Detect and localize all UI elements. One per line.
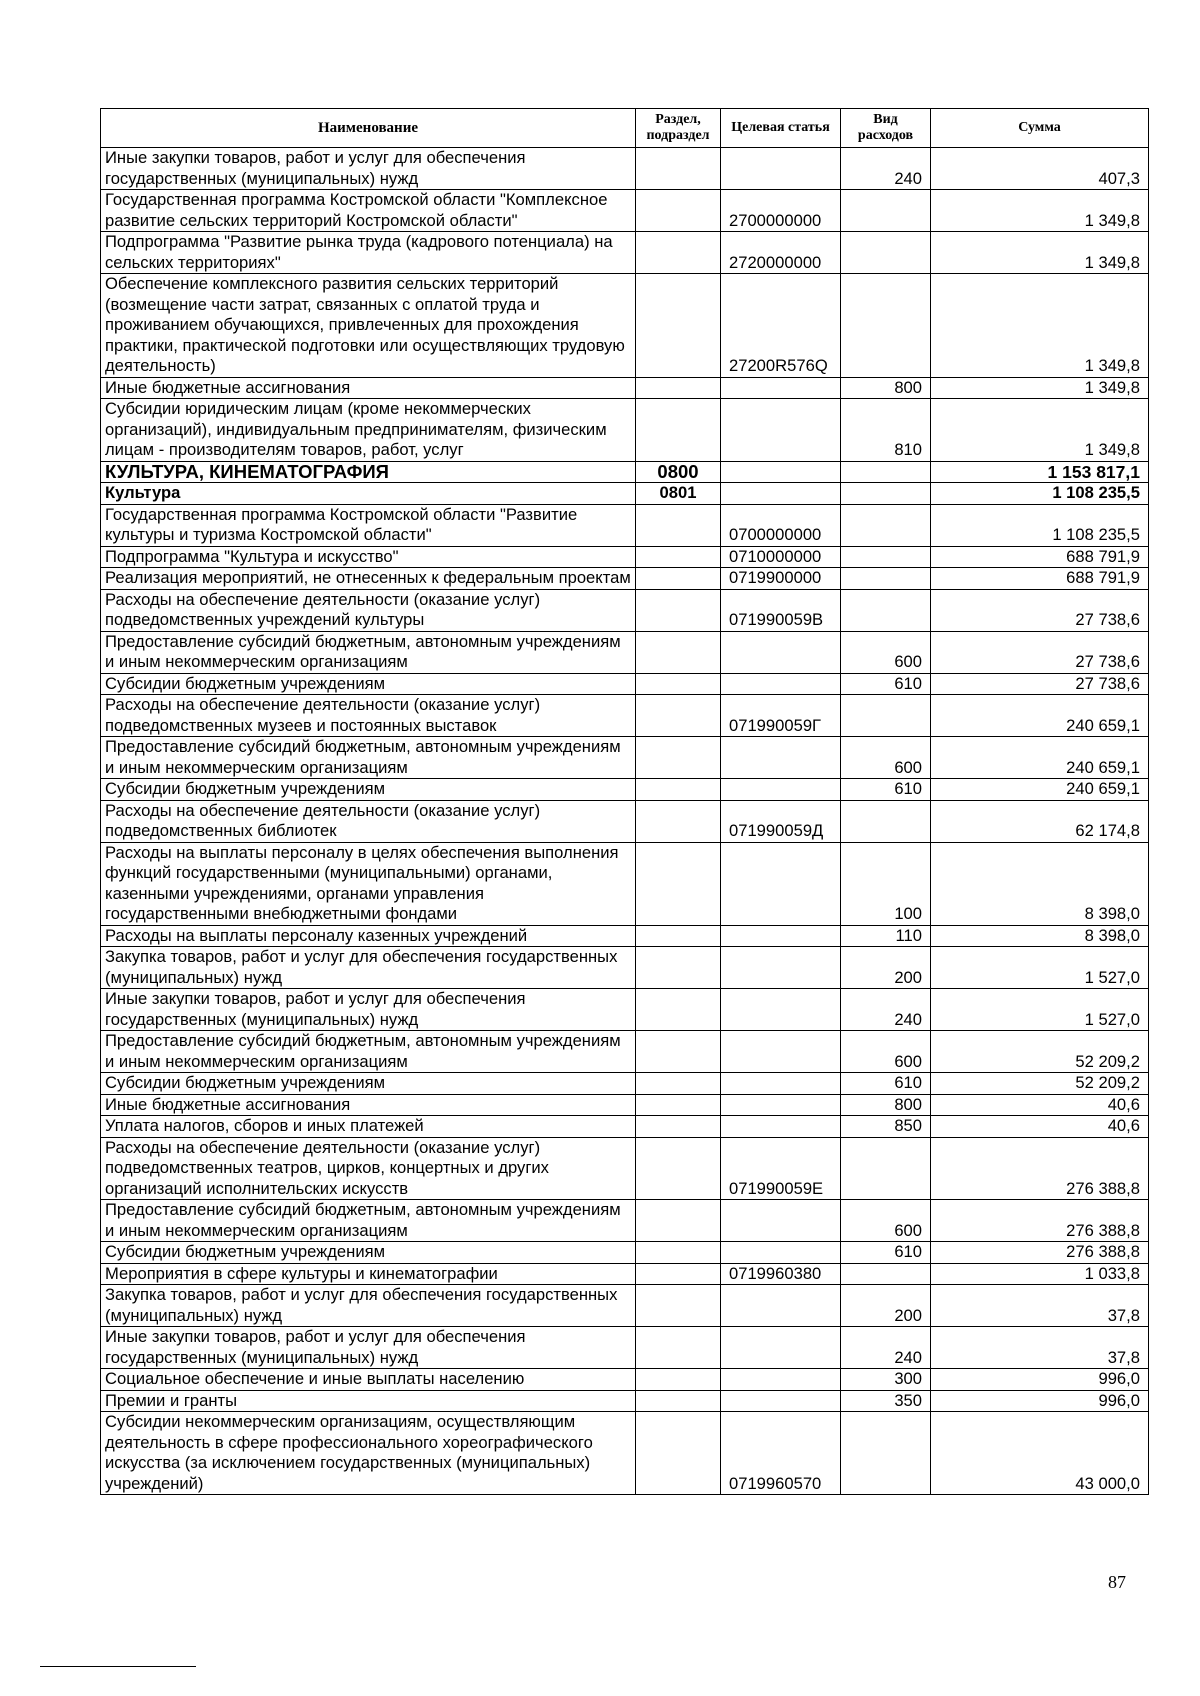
cell-section [636, 631, 721, 673]
cell-name: Расходы на выплаты персоналу в целях обеспечения выполнения функций государственными (муниципальными) органами, казенными учреждениями, органами управления государственными внебюджетными фондами [101, 842, 636, 925]
cell-target: 27200R576Q [721, 274, 841, 378]
cell-sum: 1 349,8 [931, 190, 1149, 232]
cell-expense: 240 [841, 148, 931, 190]
cell-section [636, 925, 721, 947]
cell-section [636, 989, 721, 1031]
cell-sum: 240 659,1 [931, 695, 1149, 737]
cell-name: Расходы на выплаты персоналу казенных учреждений [101, 925, 636, 947]
cell-sum: 40,6 [931, 1094, 1149, 1116]
cell-expense: 240 [841, 1327, 931, 1369]
page-number: 87 [1108, 1572, 1126, 1592]
cell-name: Предоставление субсидий бюджетным, автономным учреждениям и иным некоммерческим организациям [101, 737, 636, 779]
cell-section [636, 1200, 721, 1242]
cell-name: Уплата налогов, сборов и иных платежей [101, 1116, 636, 1138]
table-row [101, 737, 1149, 779]
cell-name: Расходы на обеспечение деятельности (оказание услуг) подведомственных театров, цирков, концертных и других организаций исполнительских искусств [101, 1137, 636, 1200]
cell-expense: 110 [841, 925, 931, 947]
cell-expense [841, 1137, 931, 1200]
cell-section [636, 737, 721, 779]
cell-section [636, 546, 721, 568]
budget-table [100, 108, 1149, 1495]
cell-name: Иные бюджетные ассигнования [101, 1094, 636, 1116]
cell-name: Премии и гранты [101, 1390, 636, 1412]
cell-expense: 810 [841, 399, 931, 462]
cell-sum: 1 349,8 [931, 377, 1149, 399]
table-row [101, 377, 1149, 399]
cell-name: Государственная программа Костромской области "Развитие культуры и туризма Костромской области" [101, 504, 636, 546]
cell-target: 071990059Г [721, 695, 841, 737]
table-row [101, 673, 1149, 695]
cell-name: Реализация мероприятий, не отнесенных к федеральным проектам [101, 568, 636, 590]
cell-sum: 276 388,8 [931, 1200, 1149, 1242]
cell-name: КУЛЬТУРА, КИНЕМАТОГРАФИЯ [101, 461, 636, 483]
cell-name: Расходы на обеспечение деятельности (оказание услуг) подведомственных музеев и постоянных выставок [101, 695, 636, 737]
cell-sum: 276 388,8 [931, 1137, 1149, 1200]
cell-expense: 610 [841, 1242, 931, 1264]
cell-sum: 1 349,8 [931, 399, 1149, 462]
cell-sum: 52 209,2 [931, 1031, 1149, 1073]
table-row [101, 1031, 1149, 1073]
cell-sum: 27 738,6 [931, 589, 1149, 631]
cell-expense [841, 274, 931, 378]
cell-target [721, 989, 841, 1031]
cell-target [721, 377, 841, 399]
cell-section [636, 1412, 721, 1495]
cell-sum: 52 209,2 [931, 1073, 1149, 1095]
cell-target: 071990059В [721, 589, 841, 631]
table-row [101, 1412, 1149, 1495]
table-row [101, 546, 1149, 568]
cell-name: Иные закупки товаров, работ и услуг для обеспечения государственных (муниципальных) нужд [101, 148, 636, 190]
cell-section [636, 1390, 721, 1412]
table-row [101, 1200, 1149, 1242]
cell-target [721, 1369, 841, 1391]
table-row [101, 274, 1149, 378]
cell-target [721, 737, 841, 779]
cell-expense [841, 568, 931, 590]
cell-target [721, 842, 841, 925]
cell-expense: 300 [841, 1369, 931, 1391]
cell-expense: 600 [841, 631, 931, 673]
cell-section [636, 1327, 721, 1369]
cell-expense [841, 800, 931, 842]
table-row [101, 589, 1149, 631]
cell-target [721, 947, 841, 989]
cell-target: 0710000000 [721, 546, 841, 568]
cell-sum: 240 659,1 [931, 737, 1149, 779]
cell-sum: 1 527,0 [931, 947, 1149, 989]
cell-target: 0719960570 [721, 1412, 841, 1495]
cell-sum: 37,8 [931, 1285, 1149, 1327]
cell-section [636, 190, 721, 232]
cell-target: 0700000000 [721, 504, 841, 546]
cell-target [721, 461, 841, 483]
cell-section [636, 504, 721, 546]
cell-section [636, 800, 721, 842]
cell-sum: 688 791,9 [931, 568, 1149, 590]
cell-sum: 1 108 235,5 [931, 504, 1149, 546]
table-row [101, 989, 1149, 1031]
table-row [101, 695, 1149, 737]
cell-name: Подпрограмма "Развитие рынка труда (кадрового потенциала) на сельских территориях" [101, 232, 636, 274]
cell-section [636, 1073, 721, 1095]
cell-expense: 240 [841, 989, 931, 1031]
table-row [101, 1242, 1149, 1264]
cell-name: Культура [101, 483, 636, 505]
cell-name: Социальное обеспечение и иные выплаты населению [101, 1369, 636, 1391]
cell-section [636, 1285, 721, 1327]
cell-sum: 996,0 [931, 1390, 1149, 1412]
cell-name: Иные бюджетные ассигнования [101, 377, 636, 399]
cell-expense: 610 [841, 779, 931, 801]
cell-sum: 996,0 [931, 1369, 1149, 1391]
cell-sum: 276 388,8 [931, 1242, 1149, 1264]
cell-section [636, 673, 721, 695]
cell-section [636, 1031, 721, 1073]
cell-target [721, 1031, 841, 1073]
cell-target: 2700000000 [721, 190, 841, 232]
cell-section [636, 1116, 721, 1138]
cell-name: Субсидии бюджетным учреждениям [101, 1242, 636, 1264]
cell-expense [841, 232, 931, 274]
cell-name: Закупка товаров, работ и услуг для обеспечения государственных (муниципальных) нужд [101, 1285, 636, 1327]
cell-expense [841, 1263, 931, 1285]
table-row [101, 779, 1149, 801]
cell-section [636, 779, 721, 801]
cell-sum: 1 349,8 [931, 232, 1149, 274]
cell-section [636, 589, 721, 631]
cell-name: Предоставление субсидий бюджетным, автономным учреждениям и иным некоммерческим организациям [101, 631, 636, 673]
cell-sum: 27 738,6 [931, 673, 1149, 695]
cell-target [721, 779, 841, 801]
table-row [101, 399, 1149, 462]
cell-name: Расходы на обеспечение деятельности (оказание услуг) подведомственных библиотек [101, 800, 636, 842]
table-row [101, 504, 1149, 546]
table-row [101, 148, 1149, 190]
cell-target: 0719900000 [721, 568, 841, 590]
cell-name: Иные закупки товаров, работ и услуг для обеспечения государственных (муниципальных) нужд [101, 989, 636, 1031]
table-row [101, 1116, 1149, 1138]
cell-target: 071990059Д [721, 800, 841, 842]
table-row [101, 1073, 1149, 1095]
table-row [101, 1137, 1149, 1200]
cell-target [721, 631, 841, 673]
cell-expense: 200 [841, 1285, 931, 1327]
cell-sum: 240 659,1 [931, 779, 1149, 801]
cell-sum: 1 527,0 [931, 989, 1149, 1031]
cell-expense: 610 [841, 1073, 931, 1095]
cell-sum: 43 000,0 [931, 1412, 1149, 1495]
cell-expense: 100 [841, 842, 931, 925]
cell-target [721, 673, 841, 695]
cell-sum: 62 174,8 [931, 800, 1149, 842]
cell-target [721, 399, 841, 462]
cell-name: Субсидии бюджетным учреждениям [101, 779, 636, 801]
cell-expense: 800 [841, 377, 931, 399]
cell-sum: 1 349,8 [931, 274, 1149, 378]
cell-name: Иные закупки товаров, работ и услуг для обеспечения государственных (муниципальных) нужд [101, 1327, 636, 1369]
cell-target [721, 148, 841, 190]
table-row [101, 461, 1149, 483]
cell-expense [841, 695, 931, 737]
cell-section [636, 377, 721, 399]
cell-target [721, 1116, 841, 1138]
cell-expense: 610 [841, 673, 931, 695]
cell-name: Субсидии некоммерческим организациям, осуществляющим деятельность в сфере профессионального хореографического искусства (за исключением государственных (муниципальных) учреждений) [101, 1412, 636, 1495]
cell-target [721, 1390, 841, 1412]
cell-target: 0719960380 [721, 1263, 841, 1285]
cell-section [636, 947, 721, 989]
cell-expense [841, 483, 931, 505]
cell-target: 071990059Е [721, 1137, 841, 1200]
cell-target [721, 925, 841, 947]
cell-target [721, 1242, 841, 1264]
cell-expense [841, 461, 931, 483]
table-row [101, 1390, 1149, 1412]
cell-target [721, 1327, 841, 1369]
footnote-divider [40, 1666, 196, 1667]
cell-sum: 688 791,9 [931, 546, 1149, 568]
cell-name: Закупка товаров, работ и услуг для обеспечения государственных (муниципальных) нужд [101, 947, 636, 989]
table-row [101, 190, 1149, 232]
cell-section [636, 1137, 721, 1200]
cell-target: 2720000000 [721, 232, 841, 274]
cell-expense: 800 [841, 1094, 931, 1116]
cell-name: Субсидии бюджетным учреждениям [101, 673, 636, 695]
cell-sum: 8 398,0 [931, 925, 1149, 947]
cell-name: Субсидии юридическим лицам (кроме некоммерческих организаций), индивидуальным предпринимателям, физическим лицам - производителям товаров, работ, услуг [101, 399, 636, 462]
cell-sum: 407,3 [931, 148, 1149, 190]
cell-section [636, 1242, 721, 1264]
cell-expense [841, 504, 931, 546]
cell-name: Мероприятия в сфере культуры и кинематографии [101, 1263, 636, 1285]
header-name: Наименование [101, 109, 636, 148]
cell-section [636, 232, 721, 274]
table-body [101, 148, 1149, 1495]
cell-target [721, 483, 841, 505]
table-row [101, 631, 1149, 673]
cell-expense [841, 190, 931, 232]
cell-section [636, 148, 721, 190]
cell-section [636, 842, 721, 925]
cell-sum: 37,8 [931, 1327, 1149, 1369]
cell-sum: 1 108 235,5 [931, 483, 1149, 505]
cell-target [721, 1094, 841, 1116]
cell-sum: 1 153 817,1 [931, 461, 1149, 483]
cell-expense: 600 [841, 1031, 931, 1073]
cell-name: Субсидии бюджетным учреждениям [101, 1073, 636, 1095]
cell-section: 0800 [636, 461, 721, 483]
cell-section [636, 399, 721, 462]
header-target: Целевая статья [721, 109, 841, 148]
cell-sum: 1 033,8 [931, 1263, 1149, 1285]
cell-expense: 350 [841, 1390, 931, 1412]
cell-sum: 27 738,6 [931, 631, 1149, 673]
cell-name: Обеспечение комплексного развития сельских территорий (возмещение части затрат, связанных с оплатой труда и проживанием обучающихся, привлеченных для прохождения практики, практической подготовки или осуществляющих трудовую деятельность) [101, 274, 636, 378]
cell-target [721, 1073, 841, 1095]
cell-expense [841, 546, 931, 568]
cell-section [636, 1094, 721, 1116]
cell-section: 0801 [636, 483, 721, 505]
header-expense: Вид расходов [841, 109, 931, 148]
table-row [101, 1327, 1149, 1369]
cell-expense: 600 [841, 737, 931, 779]
cell-name: Государственная программа Костромской области "Комплексное развитие сельских территорий Костромской области" [101, 190, 636, 232]
cell-target [721, 1285, 841, 1327]
cell-expense: 200 [841, 947, 931, 989]
cell-name: Подпрограмма "Культура и искусство" [101, 546, 636, 568]
table-row [101, 1369, 1149, 1391]
cell-section [636, 274, 721, 378]
cell-name: Предоставление субсидий бюджетным, автономным учреждениям и иным некоммерческим организациям [101, 1200, 636, 1242]
table-row [101, 568, 1149, 590]
cell-section [636, 1263, 721, 1285]
table-row [101, 842, 1149, 925]
table-row [101, 925, 1149, 947]
cell-section [636, 695, 721, 737]
table-row [101, 1094, 1149, 1116]
header-section: Раздел, подраздел [636, 109, 721, 148]
cell-expense: 850 [841, 1116, 931, 1138]
table-row [101, 483, 1149, 505]
table-row [101, 1263, 1149, 1285]
cell-name: Расходы на обеспечение деятельности (оказание услуг) подведомственных учреждений культуры [101, 589, 636, 631]
cell-sum: 40,6 [931, 1116, 1149, 1138]
table-row [101, 232, 1149, 274]
cell-section [636, 568, 721, 590]
cell-expense [841, 1412, 931, 1495]
cell-section [636, 1369, 721, 1391]
table-row [101, 1285, 1149, 1327]
cell-sum: 8 398,0 [931, 842, 1149, 925]
cell-target [721, 1200, 841, 1242]
cell-expense [841, 589, 931, 631]
cell-name: Предоставление субсидий бюджетным, автономным учреждениям и иным некоммерческим организациям [101, 1031, 636, 1073]
cell-expense: 600 [841, 1200, 931, 1242]
table-header-row [101, 109, 1149, 148]
table-row [101, 800, 1149, 842]
header-sum: Сумма [931, 109, 1149, 148]
table-row [101, 947, 1149, 989]
